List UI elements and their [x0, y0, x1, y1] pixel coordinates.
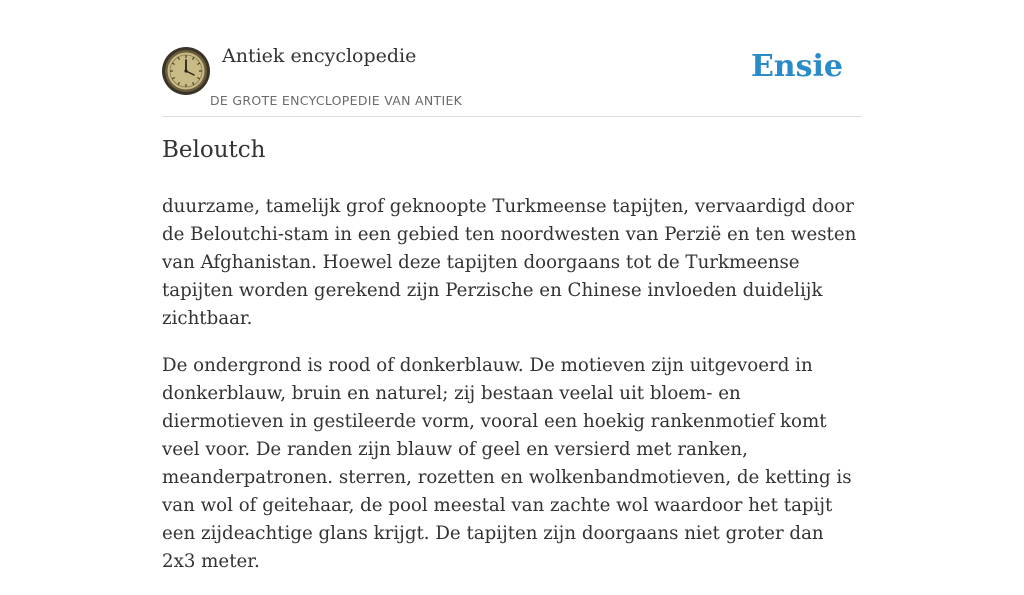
ensie-logo-link[interactable]: Ensie [750, 49, 843, 84]
entry-title: Beloutch [162, 137, 266, 163]
page [162, 0, 862, 572]
entry-body [162, 193, 862, 595]
site-header [162, 0, 862, 117]
entry-paragraph: De ondergrond is rood of donkerblauw. De motieven zijn uitgevoerd in donkerblauw, bruin en naturel; zij bestaan veelal uit bloem- en diermotieven in gestileerde vorm, vooral een hoekig rankenmotief komt veel voor. De randen zijn blauw of geel en versierd met ranken, meanderpatronen. sterren, rozetten en wolkenbandmotieven, de ketting is van wol of geitehaar, de pool meestal van zachte wol waardoor het tapijt een zijdeachtige glans krijgt. De tapijten zijn doorgaans niet groter dan 2x3 meter. [162, 355, 852, 572]
antique-clock-icon[interactable] [162, 47, 210, 95]
site-subtitle: DE GROTE ENCYCLOPEDIE VAN ANTIEK [210, 93, 463, 108]
entry-paragraph: duurzame, tamelijk grof geknoopte Turkmeense tapijten, vervaardigd door de Beloutchi-stam in een gebied ten noordwesten van Perzië en ten westen van Afghanistan. Hoewel deze tapijten doorgaans tot de Turkmeense tapijten worden gerekend zijn Perzische en Chinese invloeden duidelijk zichtbaar. [162, 196, 857, 329]
site-title[interactable]: Antiek encyclopedie [222, 45, 417, 67]
